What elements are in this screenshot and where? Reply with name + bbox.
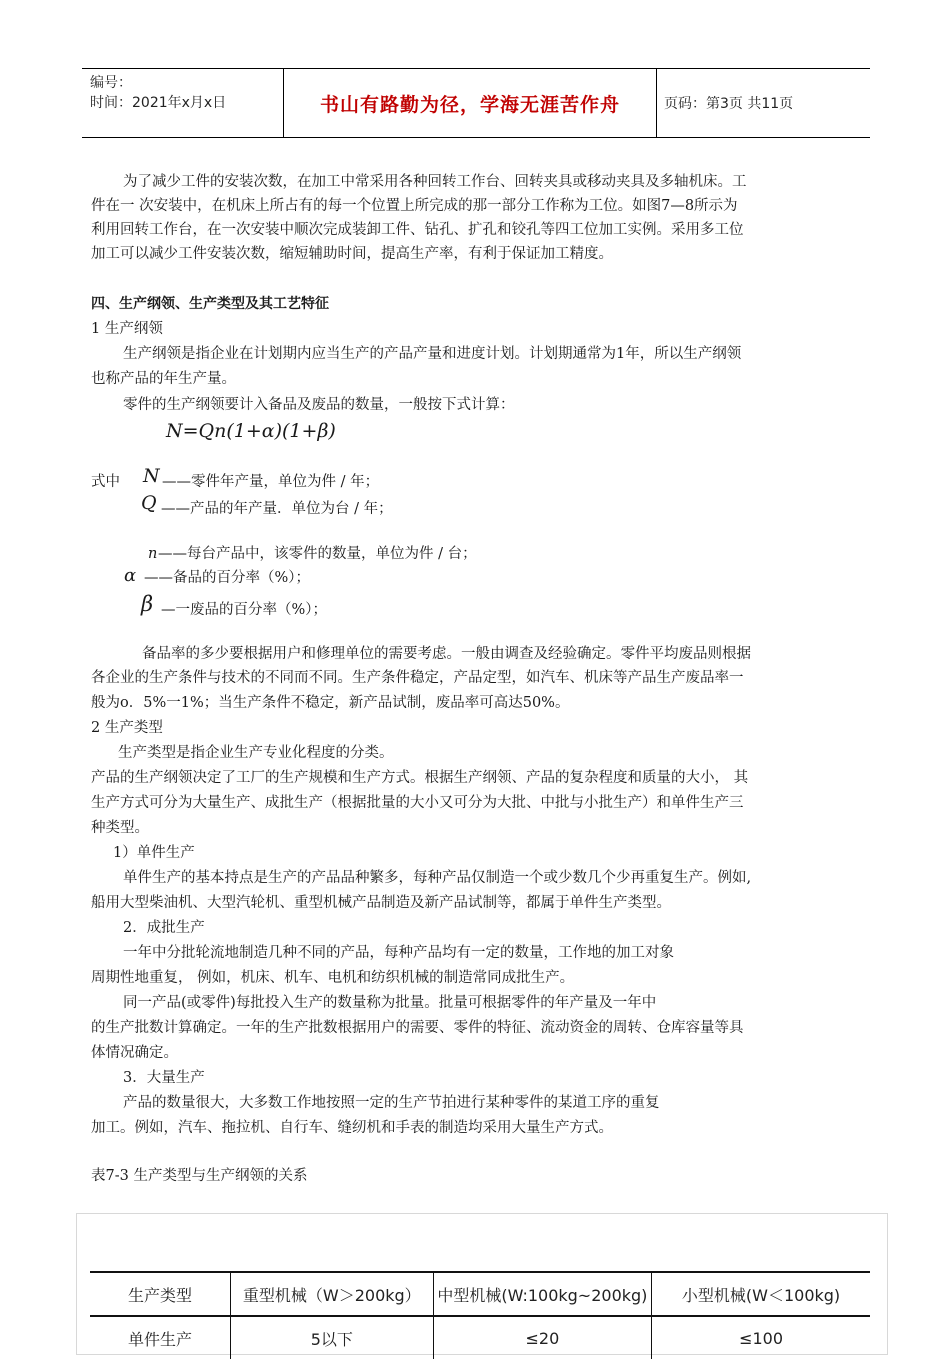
table-header-cell: 小型机械(W＜100kg): [652, 1272, 870, 1316]
subsection-heading: 3．大量生产: [123, 1070, 205, 1086]
table-header-row: [90, 1272, 870, 1316]
text-line: 备品率的多少要根据用户和修理单位的需要考虑。一般由调查及经验确定。零件平均废品则根据: [142, 646, 751, 662]
formula: N=Qn(1+α)(1+β): [166, 420, 336, 442]
header-motto: 书山有路勤为径，学海无涯苦作舟: [319, 94, 620, 116]
production-type-table: [90, 1271, 870, 1359]
text-line: 船用大型柴油机、大型汽轮机、重型机械产品制造及新产品试制等，都属于单件生产类型。: [91, 895, 671, 911]
page-header: [82, 68, 870, 138]
var-symbol: Q: [141, 492, 157, 514]
section-heading: 四、生产纲领、生产类型及其工艺特征: [91, 296, 329, 312]
page-info: 页码：第3页 共11页: [664, 96, 794, 112]
doc-number-label: 编号：: [90, 75, 132, 91]
table-header-cell: 生产类型: [90, 1272, 230, 1316]
var-symbol: α: [124, 565, 137, 586]
table-row: [90, 1316, 870, 1359]
table-header-cell: 中型机械(W:100kg~200kg): [433, 1272, 651, 1316]
text-line: 各企业的生产条件与技术的不同而不同。生产条件稳定，产品定型，如汽车、机床等产品生产废品率一: [91, 670, 744, 686]
var-description: ——备品的百分率（%）；: [144, 570, 311, 586]
text-line: 单件生产的基本持点是生产的产品品种繁多，每种产品仅制造一个或少数几个少再重复生产。例如,: [123, 870, 752, 886]
table-cell: ≤100: [652, 1316, 870, 1359]
var-symbol: n: [148, 546, 158, 562]
doc-date-label: 时间：2021年x月x日: [90, 95, 227, 111]
text-line: 产品的生产纲领决定了工厂的生产规模和生产方式。根据生产纲领、产品的复杂程度和质量的大小， 其: [91, 770, 749, 786]
text-line: 生产方式可分为大量生产、成批生产（根据批量的大小又可分为大批、中批与小批生产）和单件生产三: [91, 795, 744, 811]
subsection-heading: 1）单件生产: [113, 845, 195, 861]
text-line: 产品的数量很大，大多数工作地按照一定的生产节拍进行某种零件的某道工序的重复: [123, 1095, 660, 1111]
text-line: 周期性地重复， 例如，机床、机车、电机和纺织机械的制造常同成批生产。: [91, 970, 575, 986]
text-line: 也称产品的年生产量。: [91, 371, 236, 387]
var-symbol: N: [143, 465, 160, 487]
where-label: 式中: [91, 474, 120, 490]
text-line: 一年中分批轮流地制造几种不同的产品，每种产品均有一定的数量，工作地的加工对象: [123, 945, 674, 961]
var-description: ——产品的年产量．单位为台 / 年；: [161, 501, 393, 517]
header-divider: [656, 69, 657, 137]
text-line: 的生产批数计算确定。一年的生产批数根据用户的需要、零件的特征、流动资金的周转、仓库容量等具: [91, 1020, 744, 1036]
var-symbol: β: [141, 592, 154, 616]
table-cell: ≤20: [433, 1316, 651, 1359]
text-line: 件在一 次安装中，在机床上所占有的每一个位置上所完成的那一部分工作称为工位。如图7—8所示为: [91, 198, 738, 214]
var-description: —一废品的百分率（%）；: [161, 602, 328, 618]
text-line: 体情况确定。: [91, 1045, 178, 1061]
text-line: 零件的生产纲领要计入备品及废品的数量，一般按下式计算：: [123, 397, 515, 413]
text-line: 加工。例如，汽车、拖拉机、自行车、缝纫机和手表的制造均采用大量生产方式。: [91, 1120, 613, 1136]
text-line: 为了减少工件的安装次数，在加工中常采用各种回转工作台、回转夹具或移动夹具及多轴机床。工: [123, 174, 747, 190]
table-cell: 5以下: [230, 1316, 433, 1359]
text-line: 生产类型是指企业生产专业化程度的分类。: [118, 745, 394, 761]
text-line: 利用回转工作台，在一次安装中顺次完成装卸工件、钻孔、扩孔和铰孔等四工位加工实例。采用多工位: [91, 222, 744, 238]
text-line: 生产纲领是指企业在计划期内应当生产的产品产量和进度计划。计划期通常为1年，所以生产纲领: [123, 346, 742, 362]
var-description: ——零件年产量，单位为件 / 年；: [162, 474, 380, 490]
subsection-heading: 2．成批生产: [123, 920, 205, 936]
table-cell: 单件生产: [90, 1316, 230, 1359]
header-meta: [90, 73, 226, 113]
table-header-cell: 重型机械（W＞200kg）: [230, 1272, 433, 1316]
subsection-heading: 1 生产纲领: [91, 321, 163, 337]
subsection-heading: 2 生产类型: [91, 720, 163, 736]
var-description: ——每台产品中，该零件的数量，单位为件 / 台；: [158, 546, 477, 562]
text-line: 加工可以减少工件安装次数，缩短辅助时间，提高生产率，有利于保证加工精度。: [91, 246, 613, 262]
text-line: 种类型。: [91, 820, 149, 836]
text-line: 同一产品(或零件)每批投入生产的数量称为批量。批量可根据零件的年产量及一年中: [123, 995, 657, 1011]
text-line: 般为o．5%一1%；当生产条件不稳定，新产品试制，废品率可高达50%。: [91, 695, 570, 711]
table-caption: 表7-3 生产类型与生产纲领的关系: [91, 1168, 308, 1184]
